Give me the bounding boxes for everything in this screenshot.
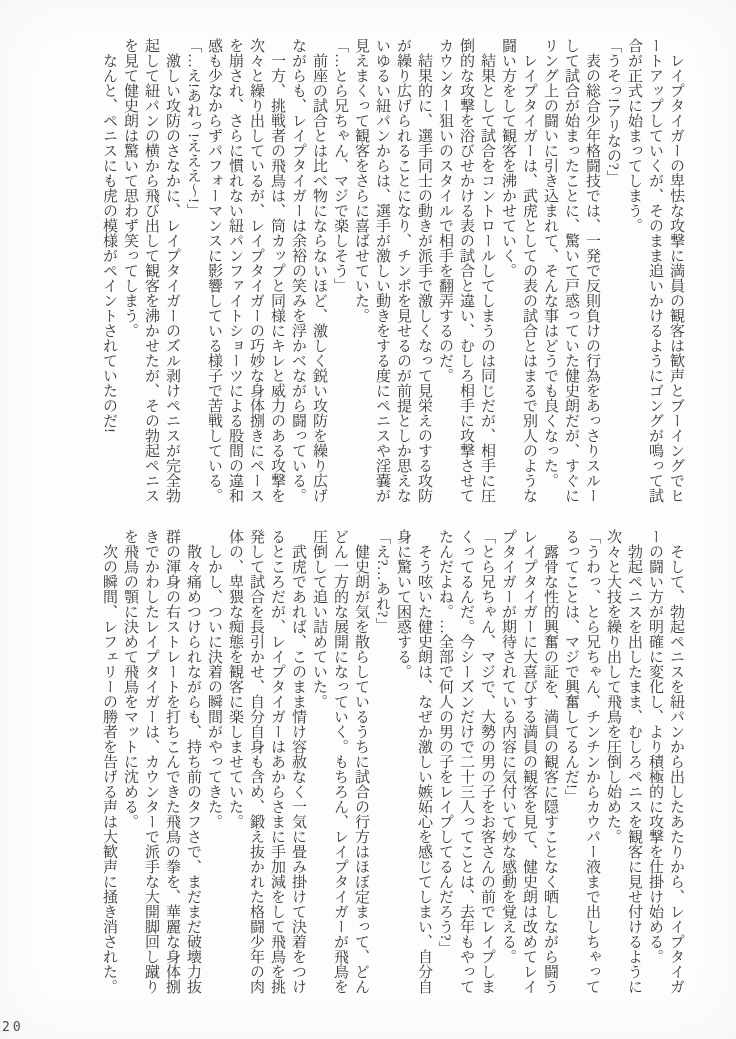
text-line: 次の瞬間、レフェリーの勝者を告げる声は大歓声に掻き消された。 [101, 529, 117, 994]
text-line: 武虎であれば、このまま情け容赦なく一気に畳み掛けて決着をつけ [290, 529, 306, 994]
text-line: 散々痛めつけられながらも、持ち前のタフさで、まだまだ破壊力抜 [185, 529, 201, 994]
text-line: 前座の試合とは比べ物にならないほど、激しく鋭い攻防を繰り広げ [311, 38, 327, 503]
text-line: るところだが、レイプタイガーはあからさまに手加減をして飛鳥を挑 [269, 529, 285, 994]
text-line: 倒的な攻撃を浴びせかける表の試合と違い、むしろ相手に攻撃させて [458, 38, 474, 503]
text-line: を見て健史朗は驚いて思わず笑ってしまう。 [122, 38, 138, 338]
text-line: きでかわしたレイプタイガーは、カウンターで派手な大開脚回し蹴り [143, 529, 159, 994]
text-line: 合が正式に始まってしまう。 [626, 38, 642, 233]
text-line: くってるんだ。今シーズンだけで二十三人ってことは、去年もやって [458, 529, 474, 994]
text-line: 「とら兄ちゃん、マジで、大勢の男の子をお客さんの前でレイプしま [479, 529, 495, 994]
text-line: 「…え!あれっ!えええ〜!」 [185, 38, 201, 218]
text-line: 発して試合を長引かせ、自分自身も含め、鍛え抜かれた格闘少年の肉 [248, 529, 264, 994]
text-line: レイプタイガーの卑怯な攻撃に満員の観客は歓声とブーイングでヒ [668, 38, 684, 503]
text-line: たんだよね。…全部で何人の男の子をレイプしてるんだろう?」 [437, 529, 453, 956]
text-line: 結果的に、選手同士の動きが派手で激しくなって見栄えのする攻防 [416, 38, 432, 503]
text-line: 次々と繰り出しているが、レイプタイガーの巧妙な身体捌きにペース [248, 38, 264, 503]
text-line: カウンター狙いのスタイルで相手を翻弄するのだ。 [437, 38, 453, 383]
text-line: 起して紐パンの横から飛び出して観客を沸かせたが、その勃起ペニス [143, 38, 159, 503]
text-line: 表の総合少年格闘技では、一発で反則負けの行為をあっさりスルー [584, 38, 600, 503]
text-line: リング上の闘いに引き込まれて、そんな事はどうでも良くなった。 [542, 38, 558, 488]
text-line: を崩され、さらに慣れない紐パンファイトショーツによる股間の違和 [227, 38, 243, 503]
text-line: 結果として試合をコントロールしてしまうのは同じだが、相手に圧 [479, 38, 495, 503]
bottom-text-block [98, 529, 686, 997]
text-line: 闘い方をして観客を沸かせていく。 [500, 38, 516, 278]
text-line: して試合が始まったことに、驚いて戸惑っていた健史朗だが、すぐに [563, 38, 579, 503]
text-line: 感も少なからずパフォーマンスに影響している様子で苦戦している。 [206, 38, 222, 503]
page-number: 20 [2, 1020, 24, 1035]
text-line: が繰り広げられることになり、チンポを見せるのが前提としか思えな [395, 38, 411, 503]
text-line: 見えまくって観客をさらに喜ばせていた。 [353, 38, 369, 323]
text-line: ーの闘い方が明確に変化し、より積極的に攻撃を仕掛け始める。 [647, 529, 663, 964]
text-line: ながらも、レイプタイガーは余裕の笑みを浮かべながら闘っている。 [290, 38, 306, 503]
text-line: 「うわっ、とら兄ちゃん、チンチンからカウパー液まで出しちゃって [584, 529, 600, 994]
text-line: 次々と大技を繰り出して飛鳥を圧倒し始めた。 [605, 529, 621, 844]
text-line: レイプタイガーに大喜びする満員の観客を見て、健史朗は改めてレイ [521, 529, 537, 994]
text-line: 体の、卑猥な痴態を観客に楽しませていた。 [227, 529, 243, 829]
text-line: いゆるい紐パンからは、選手が激しい動きをする度にペニスや淫嚢が [374, 38, 390, 503]
text-line: 勃起ペニスを出したまま、むしろペニスを観客に見せ付けるように [626, 529, 642, 994]
text-line: 健史朗が気を散らしているうちに試合の行方はほぼ定まって、どん [353, 529, 369, 994]
text-line: ートアップしていくが、そのまま追いかけるようにゴングが鳴って試 [647, 38, 663, 503]
text-line: レイプタイガーは、武虎としての表の試合とはまるで別人のような [521, 38, 537, 503]
text-line: るってことは、マジで興奮してるんだ!」 [563, 529, 579, 804]
text-line: を飛鳥の顎に決めて飛鳥をマットに沈める。 [122, 529, 138, 829]
text-line: しかし、ついに決着の瞬間がやってきた。 [206, 529, 222, 829]
text-line: プタイガーが期待されている内容に気付いて妙な感動を覚える。 [500, 529, 516, 964]
text-line: なんと、ペニスにも虎の模様がペイントされていたのだ! [101, 38, 117, 433]
top-text-block [98, 38, 686, 506]
text-line: 一方、挑戦者の飛鳥は、筒カップと同様にキレと威力のある攻撃を [269, 38, 285, 503]
text-line: どん一方的な展開になっていく。もちろん、レイプタイガーが飛鳥を [332, 529, 348, 994]
text-line: 「うそっ!アリなの?」 [605, 38, 621, 185]
text-line: 圧倒して追い詰めていた。 [311, 529, 327, 709]
text-line: 群の渾身の右ストレートを打ちこんできた飛鳥の拳を、華麗な身体捌 [164, 529, 180, 994]
text-line: 「…とら兄ちゃん、マジで楽しそう」 [332, 38, 348, 293]
text-line: 激しい攻防のさなかに、レイプタイガーのズル剥けペニスが完全勃 [164, 38, 180, 503]
text-line: 身に驚いて困惑する。 [395, 529, 411, 679]
text-line: 「え?…あれ?」 [374, 529, 390, 633]
text-line: そう呟いた健史朗は、なぜか激しい嫉妬心を感じてしまい、自分自 [416, 529, 432, 994]
text-line: 露骨な性的興奮の証を、満員の観客に隠すことなく晒しながら闘う [542, 529, 558, 994]
text-line: そして、勃起ペニスを紐パンから出したあたりから、レイプタイガ [668, 529, 684, 994]
